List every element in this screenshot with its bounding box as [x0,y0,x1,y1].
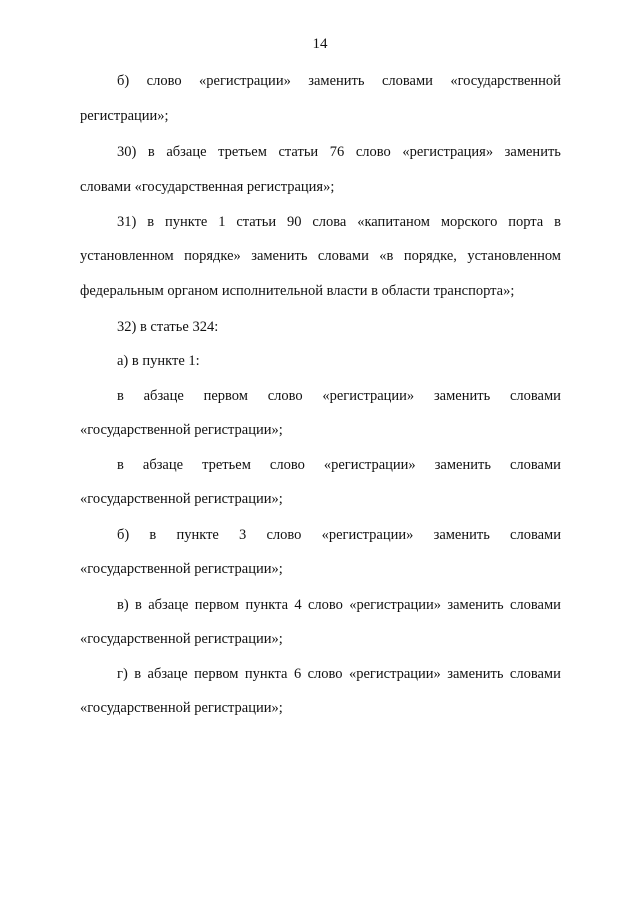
word: в [135,597,142,613]
word: слово [146,73,182,89]
word: «регистрации» [321,527,414,543]
word: заменить [251,248,308,264]
word: «регистрация» [402,144,494,160]
text-line-8: 32) в статье 324: [117,319,219,335]
word: пункта [245,597,289,613]
word: абзаце [147,666,188,682]
text-line-7: федеральным органом исполнительной власти в области транспорта»; [80,283,515,299]
word: г) [117,666,128,682]
word: в [117,388,124,404]
text-line-19: «государственной регистрации»; [80,700,283,716]
word: заменить [447,597,504,613]
text-line-11: «государственной регистрации»; [80,422,283,438]
word: б) [117,73,130,89]
word: заменить [308,73,365,89]
word: пункта [244,666,288,682]
word: в [134,666,142,682]
text-line-5 [117,213,561,231]
word: словами [509,457,561,473]
word: словами [509,388,561,404]
text-line-1 [117,72,561,90]
word: статьи [278,144,319,160]
text-line-13: «государственной регистрации»; [80,491,283,507]
word: третьем [218,144,267,160]
word: «регистрации» [199,73,291,89]
word: абзаце [148,597,189,613]
word: 3 [239,527,247,543]
word: «капитаном [357,214,430,230]
text-line-17: «государственной регистрации»; [80,631,283,647]
word: заменить [447,666,504,682]
word: порядке» [184,248,241,264]
page-number: 14 [312,36,328,52]
word: заменить [433,388,491,404]
word: в [147,214,155,230]
text-line-18 [117,665,561,683]
word: заменить [433,527,490,543]
word: в) [117,597,129,613]
word: «государственной [450,73,561,89]
word: 4 [294,597,302,613]
word: порядке, [403,248,457,264]
word: абзаце [166,144,207,160]
text-line-10 [117,387,561,405]
text-line-6 [80,247,561,265]
word: словами [317,248,369,264]
word: в [554,214,561,230]
word: в [149,527,157,543]
word: «регистрации» [323,457,416,473]
word: установленном [80,248,174,264]
word: 1 [218,214,226,230]
word: третьем [202,457,251,473]
word: слово [266,527,302,543]
text-line-4: словами «государственная регистрация»; [80,179,335,195]
word: пункте [164,214,208,230]
text-line-2: регистрации»; [80,108,169,124]
text-line-3 [117,143,561,161]
text-line-16 [117,596,561,614]
word: слова [312,214,347,230]
word: порта [508,214,544,230]
word: статьи [236,214,277,230]
word: морского [440,214,498,230]
word: словами [510,527,561,543]
text-line-9: а) в пункте 1: [117,353,200,369]
word: абзаце [143,388,184,404]
word: 6 [293,666,302,682]
word: слово [307,666,343,682]
text-line-15: «государственной регистрации»; [80,561,283,577]
word: б) [117,527,130,543]
word: «регистрации» [348,666,441,682]
word: слово [269,457,305,473]
word: установленном [467,248,561,264]
text-line-14 [117,526,561,544]
word: заменить [504,144,561,160]
word: 76 [329,144,345,160]
word: первом [194,597,240,613]
word: словами [509,597,561,613]
word: пункте [176,527,219,543]
word: абзаце [142,457,184,473]
word: словами [509,666,561,682]
word: первом [194,666,239,682]
word: «в [379,248,394,264]
text-line-12 [117,456,561,474]
word: слово [307,597,343,613]
word: «регистрации» [322,388,415,404]
word: 30) [117,144,137,160]
word: 90 [286,214,302,230]
word: заменить [434,457,491,473]
word: 31) [117,214,137,230]
word: первом [203,388,248,404]
word: слово [355,144,391,160]
word: словами [381,73,433,89]
word: в [117,457,124,473]
word: в [147,144,155,160]
word: «регистрации» [349,597,442,613]
word: слово [267,388,303,404]
